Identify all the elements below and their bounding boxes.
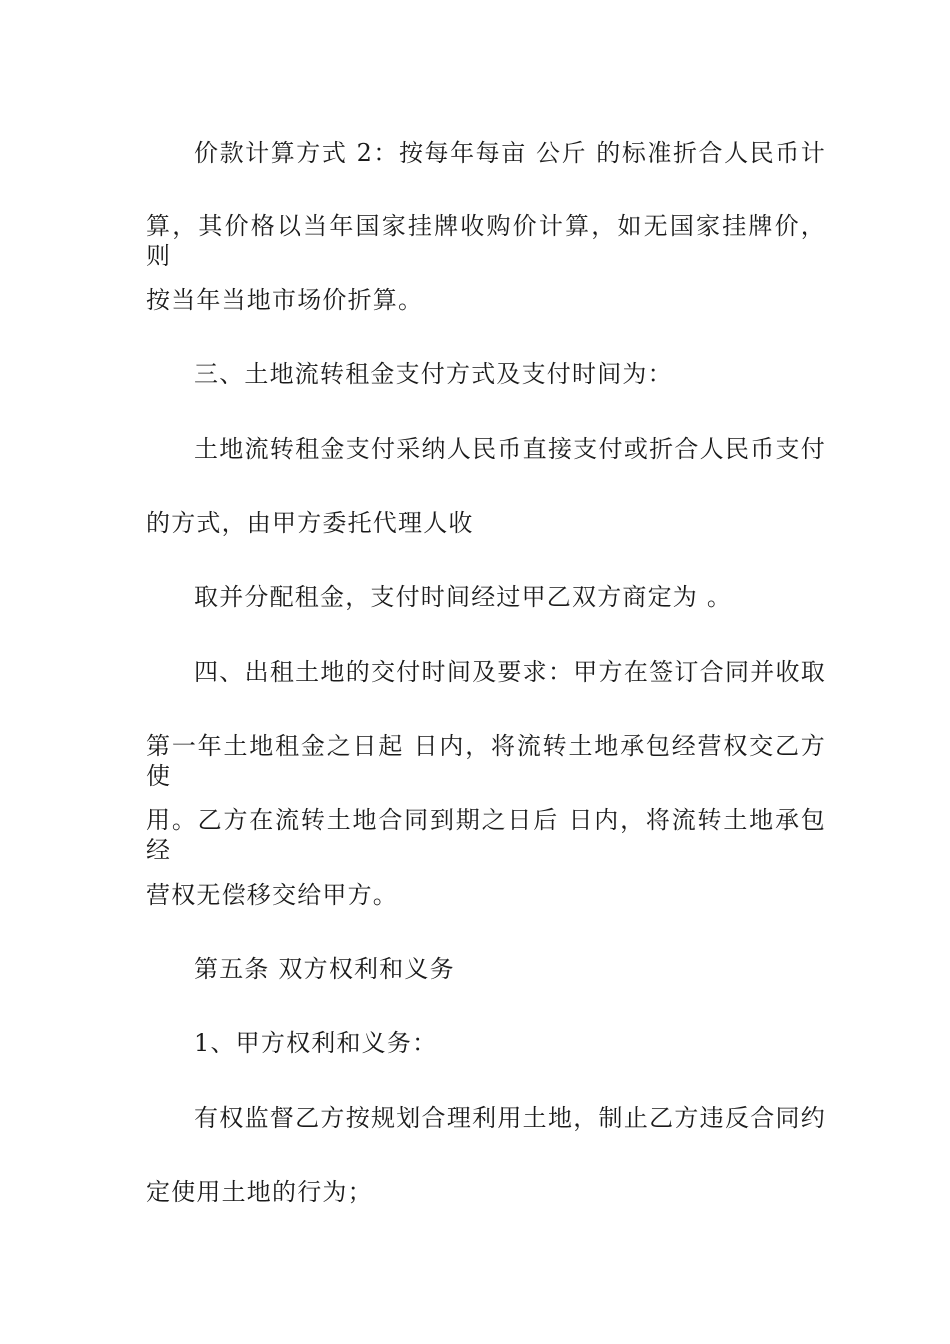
paragraph-line: 有权监督乙方按规划合理利用土地，制止乙方违反合同约 (194, 1104, 826, 1132)
paragraph-line: 算，其价格以当年国家挂牌收购价计算，如无国家挂牌价，则 (146, 212, 826, 270)
paragraph-line: 第一年土地租金之日起 日内，将流转土地承包经营权交乙方使 (146, 732, 826, 790)
paragraph-line: 按当年当地市场价折算。 (146, 286, 424, 314)
paragraph-line: 价款计算方式 2：按每年每亩 公斤 的标准折合人民币计 (194, 139, 826, 167)
paragraph-line: 的方式，由甲方委托代理人收 (146, 509, 474, 537)
subsection-heading: 1、甲方权利和义务： (194, 1029, 438, 1057)
paragraph-line: 定使用土地的行为； (146, 1178, 373, 1206)
paragraph-line: 营权无偿移交给甲方。 (146, 881, 398, 909)
article-heading: 第五条 双方权利和义务 (194, 955, 455, 983)
paragraph-line: 四、出租土地的交付时间及要求：甲方在签订合同并收取 (194, 658, 826, 686)
paragraph-line: 用。乙方在流转土地合同到期之日后 日内，将流转土地承包经 (146, 806, 826, 864)
paragraph-line: 土地流转租金支付采纳人民币直接支付或折合人民币支付 (194, 435, 826, 463)
paragraph-line: 取并分配租金，支付时间经过甲乙双方商定为 。 (194, 583, 733, 611)
section-heading: 三、土地流转租金支付方式及支付时间为： (194, 360, 673, 388)
